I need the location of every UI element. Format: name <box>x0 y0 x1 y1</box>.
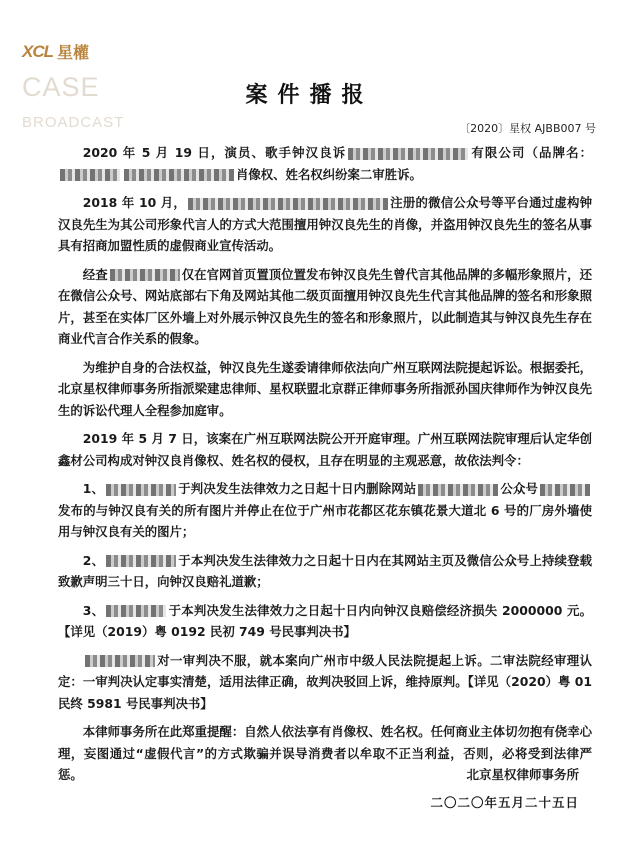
case-watermark: CASE <box>22 72 100 102</box>
header-banner <box>0 0 619 140</box>
redacted-text <box>348 148 468 160</box>
p6-text-b: 于判决发生法律效力之日起十日内删除网站 <box>178 481 417 496</box>
p6-text-a: 1、 <box>82 481 105 496</box>
redacted-text <box>418 484 498 496</box>
redacted-text <box>110 269 180 281</box>
paragraph-7 <box>58 550 592 593</box>
paragraph-4: 为维护自身的合法权益，钟汉良先生遂委请律师依法向广州互联网法院提起诉讼。根据委托，北京星权律师事务所指派梁建忠律师、星权联盟北京群正律师事务所指派孙国庆律师作为钟汉良先生的诉讼代理人全程参加庭审。 <box>58 359 592 418</box>
p6-text-c: 公众号 <box>500 481 539 496</box>
paragraph-2 <box>58 192 592 257</box>
signature-date: 二〇二〇年五月二十五日 <box>430 795 579 810</box>
redacted-text <box>540 484 590 496</box>
redacted-text <box>188 198 388 210</box>
paragraph-1 <box>58 142 592 185</box>
p7-text-b: 于本判决发生法律效力之日起十日内在其网站主页及微信公众号上持续登载致歉声明三十日，向钟汉良赔礼道歉； <box>58 552 593 589</box>
paragraph-10: 本律师事务所在此郑重提醒：自然人依法享有肖像权、姓名权。任何商业主体切勿抱有侥幸心理，妄图通过“虚假代言”的方式欺骗并误导消费者以牟取不正当利益，否则，必将受到法律严惩。 <box>58 724 592 782</box>
document-number: 〔2020〕星权 AJBB007 号 <box>459 122 596 135</box>
p2-text-a: 2018 年 10 月， <box>82 195 187 210</box>
redacted-text <box>60 169 120 181</box>
signature-firm: 北京星权律师事务所 <box>466 767 579 782</box>
redacted-text <box>106 605 166 617</box>
p8-text-b: 于本判决发生法律效力之日起十日内向钟汉良赔偿经济损失 2000000 元。【详见（2019）粤 0192 民初 749 号民事判决书】 <box>58 602 592 639</box>
logo-chinese-text: 星權 <box>57 43 90 62</box>
paragraph-9 <box>58 650 592 715</box>
redacted-text <box>124 169 234 181</box>
p3-text-b: 仅在官网首页置顶位置发布钟汉良先生曾代言其他品牌的多幅形象照片，还在微信公众号、网站底部右下角及网站其他二级页面擅用钟汉良先生代言其他品牌的签名和形象照片，甚至在实体厂区外墙上对外展示钟汉良先生的签名和形象照片，以此制造其与钟汉良先生存在商业代言合作关系的假象。 <box>58 266 593 346</box>
logo <box>22 40 89 63</box>
p3-text-a: 经查 <box>82 266 108 282</box>
document-body <box>58 142 592 793</box>
paragraph-5: 2019 年 5 月 7 日，该案在广州互联网法院公开开庭审理。广州互联网法院审理后认定华创鑫材公司构成对钟汉良肖像权、姓名权的侵权，且存在明显的主观恶意，故依法判令： <box>58 431 592 468</box>
p2-text-b: 注册的微信公众号等平台通过虚构钟汉良先生为其公司形象代言人的方式大范围擅用钟汉良先生的肖像，并盗用钟汉良先生的签名从事具有招商加盟性质的虚假商业宣传活动。 <box>58 195 593 253</box>
broadcast-watermark: BROADCAST <box>22 114 125 131</box>
p8-text-a: 3、 <box>82 602 105 618</box>
logo-mark: XCL <box>22 41 53 61</box>
redacted-text <box>85 655 155 667</box>
redacted-text <box>106 484 176 496</box>
paragraph-8 <box>58 600 592 643</box>
p1-text-b: 有限公司（品牌名： <box>470 145 593 160</box>
paragraph-6 <box>58 478 592 543</box>
p7-text-a: 2、 <box>82 552 105 568</box>
redacted-text <box>106 555 176 567</box>
p1-text-a: 2020 年 5 月 19 日，演员、歌手钟汉良诉 <box>82 145 347 160</box>
page-title: 案件播报 <box>245 83 374 108</box>
p9-text: 对一审判决不服，就本案向广州市中级人民法院提起上诉。二审法院经审理认定：一审判决认定事实清楚，适用法律正确，故判决驳回上诉，维持原判。【详见（2020）粤 01 民终 5981 号民事判决书】 <box>58 652 592 711</box>
paragraph-3 <box>58 264 592 350</box>
p6-text-d: 发布的与钟汉良有关的所有图片并停止在位于广州市花都区花东镇花景大道北 6 号的厂房外墙使用与钟汉良有关的图片； <box>58 502 592 539</box>
p1-text-c: 肖像权、姓名权纠纷案二审胜诉。 <box>236 166 422 182</box>
